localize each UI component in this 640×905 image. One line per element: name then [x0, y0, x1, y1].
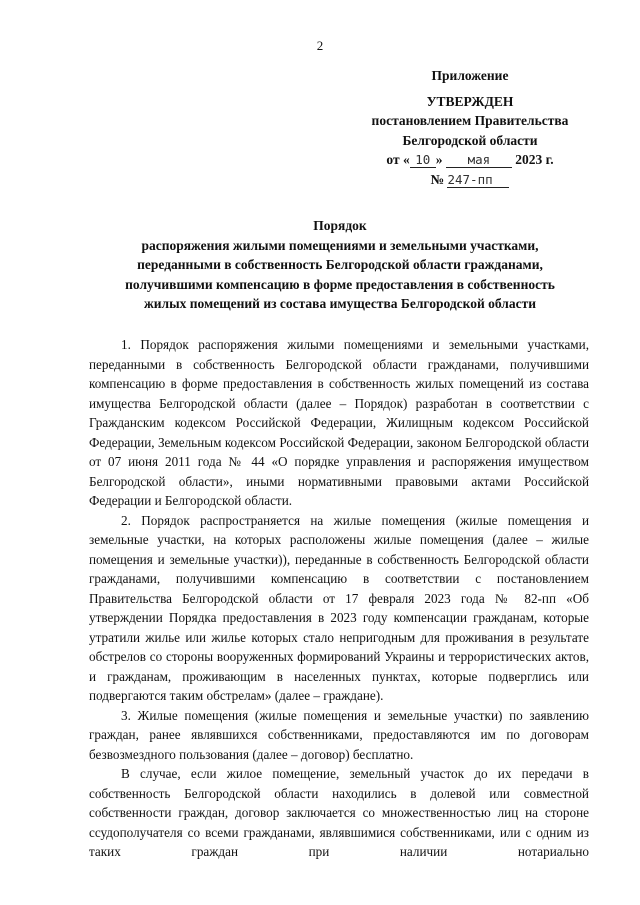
document-number: 247-пп	[447, 173, 509, 188]
paragraph-3: 3. Жилые помещения (жилые помещения и земельные участки) по заявлению граждан, ранее являвшихся собственниками, предоставляются им по договорам безвозмездного пользования (далее – договор) бесплатно.	[89, 707, 589, 762]
date-prefix: от «	[386, 152, 410, 167]
paragraph-1: 1. Порядок распоряжения жилыми помещениями и земельными участками, переданными в собственность Белгородской области гражданами, получившими компенсацию в форме предоставления в собственность жилых помещений из состава имущества Белгородской области (далее – Порядок) разработан в соответствии с Гражданским кодексом Российской Федерации, Жилищным кодексом Российской Федерации, Земельным кодексом Российской Федерации, законом Белгородской области от 07 июня 2011 года № 44 «О порядке управления и распоряжения имуществом Белгородской области», иными нормативными правовыми актами Российской Федерации и Белгородской области.	[89, 337, 589, 508]
resolution-label: постановлением Правительства	[371, 113, 569, 128]
approval-block	[340, 66, 600, 189]
appendix-label: Приложение	[431, 68, 509, 83]
region-label: Белгородской области	[402, 132, 538, 148]
approval-date	[340, 150, 600, 170]
date-year: 2023 г.	[515, 152, 554, 167]
heading-title: Порядок	[313, 218, 367, 233]
document-heading	[80, 216, 600, 314]
number-prefix: №	[430, 171, 445, 187]
paragraph-4: В случае, если жилое помещение, земельный участок до их передачи в собственность Белгородской области находились в долевой или совместной собственности граждан, договор заключается со множественностью лиц на стороне ссудополучателя со всеми гражданами, являвшимися собственниками, или с одним из таких граждан при наличии нотариально	[89, 766, 589, 859]
approval-number	[340, 170, 600, 190]
date-month: мая	[446, 153, 512, 168]
page-number: 2	[316, 38, 324, 53]
date-mid: »	[435, 152, 443, 167]
date-day: 10	[410, 153, 436, 168]
heading-line: жилых помещений из состава имущества Белгородской области	[143, 296, 537, 312]
heading-line: распоряжения жилыми помещениями и земельными участками,	[141, 237, 539, 253]
heading-line: переданными в собственность Белгородской области гражданами,	[137, 257, 543, 273]
document-body	[89, 335, 589, 862]
heading-line: получившими компенсацию в форме предоставления в собственность	[125, 276, 555, 292]
approved-label: УТВЕРЖДЕН	[426, 93, 514, 109]
paragraph-2: 2. Порядок распространяется на жилые помещения (жилые помещения и земельные участки, на которых расположены жилые помещения (далее – жилые помещения и земельные участки)), переданные в собственность Белгородской области гражданами, получившими компенсацию в соответствии с постановлением Правительства Белгородской области от 17 февраля 2023 года № 82-пп «Об утверждении Порядка предоставления в 2023 году компенсации гражданам, которые утратили жилье или жилье которых стало непригодным для проживания в результате обстрелов со стороны вооруженных формирований Украины и террористических актов, и гражданам, проживающим в населенных пунктах, которые подверглись или подвергаются таким обстрелам» (далее – граждане).	[89, 512, 589, 703]
